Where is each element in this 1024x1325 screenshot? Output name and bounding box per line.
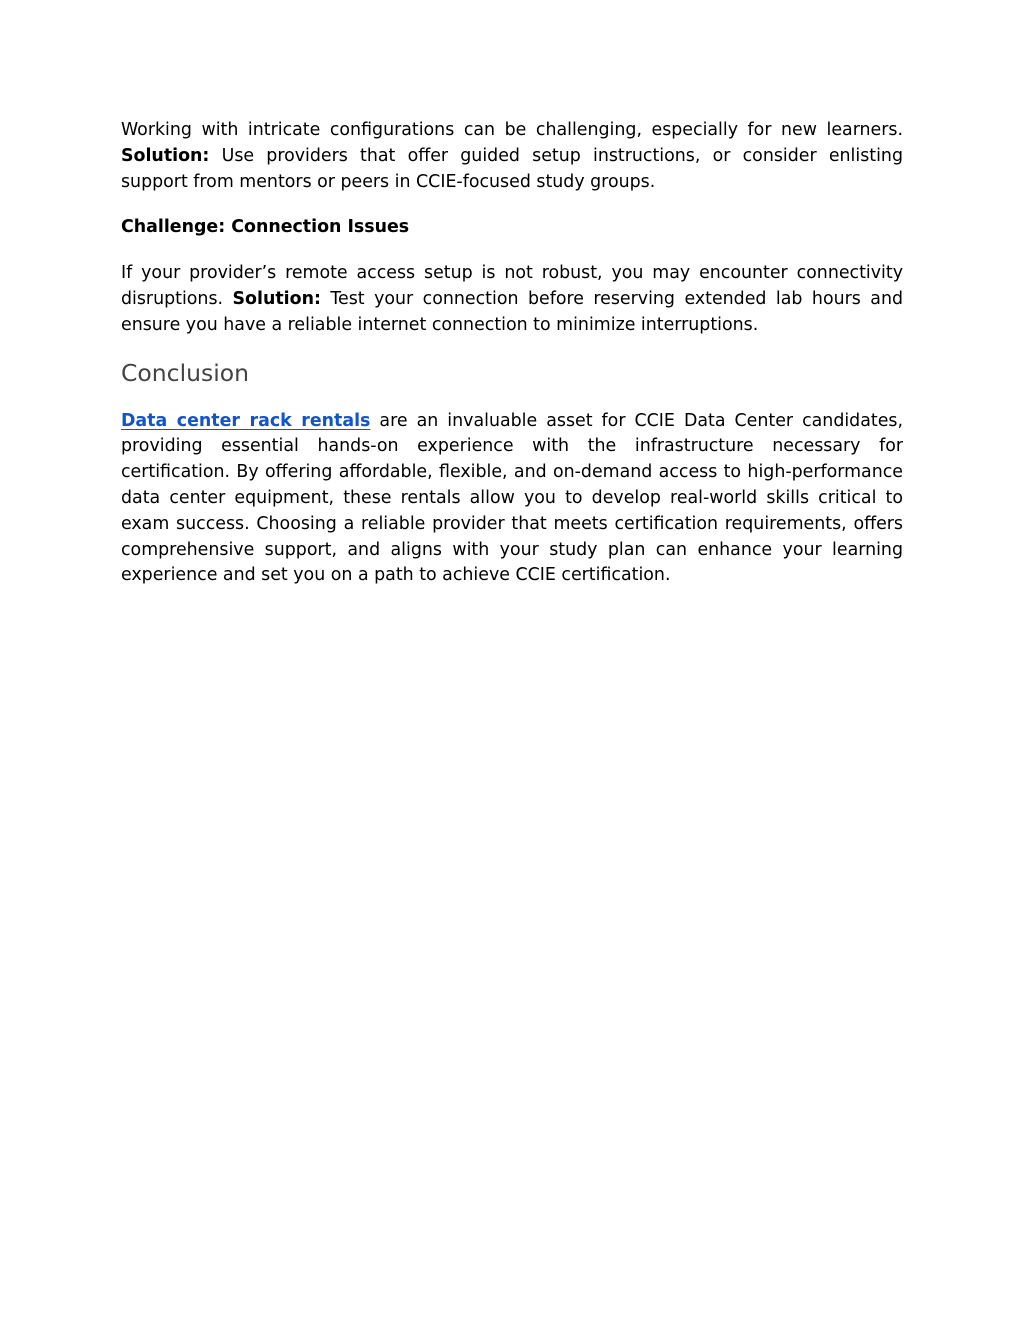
challenge-heading: Challenge: Connection Issues xyxy=(121,217,410,238)
paragraph-text: Use providers that offer guided setup instructions, or consider enlisting support from mentors or peers in CCIE-focused study groups. xyxy=(121,145,903,192)
paragraph-configuration-challenge xyxy=(121,118,903,195)
conclusion-heading: Conclusion xyxy=(121,358,250,387)
paragraph-text: are an invaluable asset for CCIE Data Center candidates, providing essential hands-on experience with the infrastructure necessary for certification. By offering affordable, flexible, and on-demand access to high-performance data center equipment, these rentals allow you to develop real-world skills critical to exam success. Choosing a reliable provider that meets certification requirements, offers comprehensive support, and aligns with your study plan can enhance your learning experience and set you on a path to achieve CCIE certification. xyxy=(121,410,903,586)
paragraph-conclusion xyxy=(121,409,903,590)
solution-label: Solution: xyxy=(121,145,210,166)
document-page xyxy=(121,118,903,589)
paragraph-connection-issues xyxy=(121,261,903,338)
rack-rentals-link[interactable]: Data center rack rentals xyxy=(121,410,371,431)
paragraph-text: Working with intricate configurations can be challenging, especially for new learners. xyxy=(121,120,903,140)
paragraph-text: Test your connection before reserving extended lab hours and ensure you have a reliable internet connection to minimize interruptions. xyxy=(121,288,904,335)
paragraph-text: If your provider’s remote access setup is not robust, you may encounter connectivity disruptions. xyxy=(121,263,903,309)
solution-label: Solution: xyxy=(232,288,321,309)
